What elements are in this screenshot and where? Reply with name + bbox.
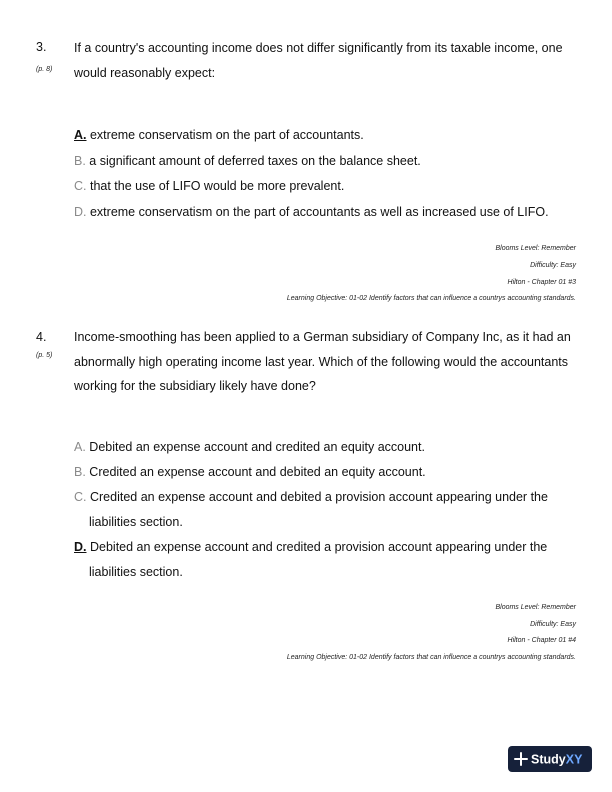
option-text: extreme conservatism on the part of accountants.	[89, 128, 364, 142]
option-letter: A.	[74, 128, 87, 142]
option-d	[74, 200, 574, 225]
option-c	[74, 174, 574, 199]
option-text: Credited an expense account and debited an equity account.	[89, 465, 426, 479]
question-text: Income-smoothing has been applied to a German subsidiary of Company Inc, as it had an abnormally high operating income last year. Which of the following would the accountants working for the subsidiary likely have done?	[74, 330, 571, 393]
option-text: a significant amount of deferred taxes on the balance sheet.	[89, 154, 421, 168]
question-number: 3.	[36, 40, 47, 54]
studyxy-logo	[508, 746, 592, 772]
page-reference: (p. 5)	[36, 352, 53, 359]
option-letter: C.	[74, 490, 87, 504]
option-c	[74, 485, 574, 534]
question-text: If a country's accounting income does not differ significantly from its taxable income, one would reasonably expect:	[74, 41, 563, 80]
meta-learning-objective: Learning Objective: 01-02 Identify factors that can influence a countrys accounting standards.	[286, 654, 576, 661]
option-letter: D.	[74, 540, 87, 554]
option-text: Debited an expense account and credited a provision account appearing under the	[89, 540, 548, 554]
option-text: extreme conservatism on the part of accountants as well as increased use of LIFO.	[89, 205, 549, 219]
option-d	[74, 535, 574, 584]
meta-learning-objective: Learning Objective: 01-02 Identify factors that can influence a countrys accounting standards.	[286, 295, 576, 302]
option-b	[74, 460, 574, 485]
option-b	[74, 149, 574, 174]
option-a	[74, 123, 574, 148]
meta-source: Hilton - Chapter 01 #3	[507, 279, 576, 286]
option-letter: B.	[74, 465, 86, 479]
option-letter: B.	[74, 154, 86, 168]
meta-difficulty: Difficulty: Easy	[530, 262, 576, 269]
meta-blooms: Blooms Level: Remember	[495, 604, 576, 611]
question-number: 4.	[36, 330, 47, 344]
option-text: that the use of LIFO would be more prevalent.	[89, 179, 345, 193]
option-letter: D.	[74, 205, 87, 219]
option-text-continued: liabilities section.	[89, 514, 183, 529]
meta-blooms: Blooms Level: Remember	[495, 245, 576, 252]
option-letter: C.	[74, 179, 87, 193]
page-reference: (p. 8)	[36, 66, 53, 73]
meta-source: Hilton - Chapter 01 #4	[507, 637, 576, 644]
option-text: Credited an expense account and debited a provision account appearing under the	[89, 490, 548, 504]
meta-difficulty: Difficulty: Easy	[530, 621, 576, 628]
option-text: Debited an expense account and credited an equity account.	[89, 440, 425, 454]
option-text-continued: liabilities section.	[89, 564, 183, 579]
studyxy-logo-mark	[511, 748, 589, 770]
logo-text: StudyXY	[531, 752, 583, 767]
option-letter: A.	[74, 440, 86, 454]
option-a	[74, 435, 574, 460]
